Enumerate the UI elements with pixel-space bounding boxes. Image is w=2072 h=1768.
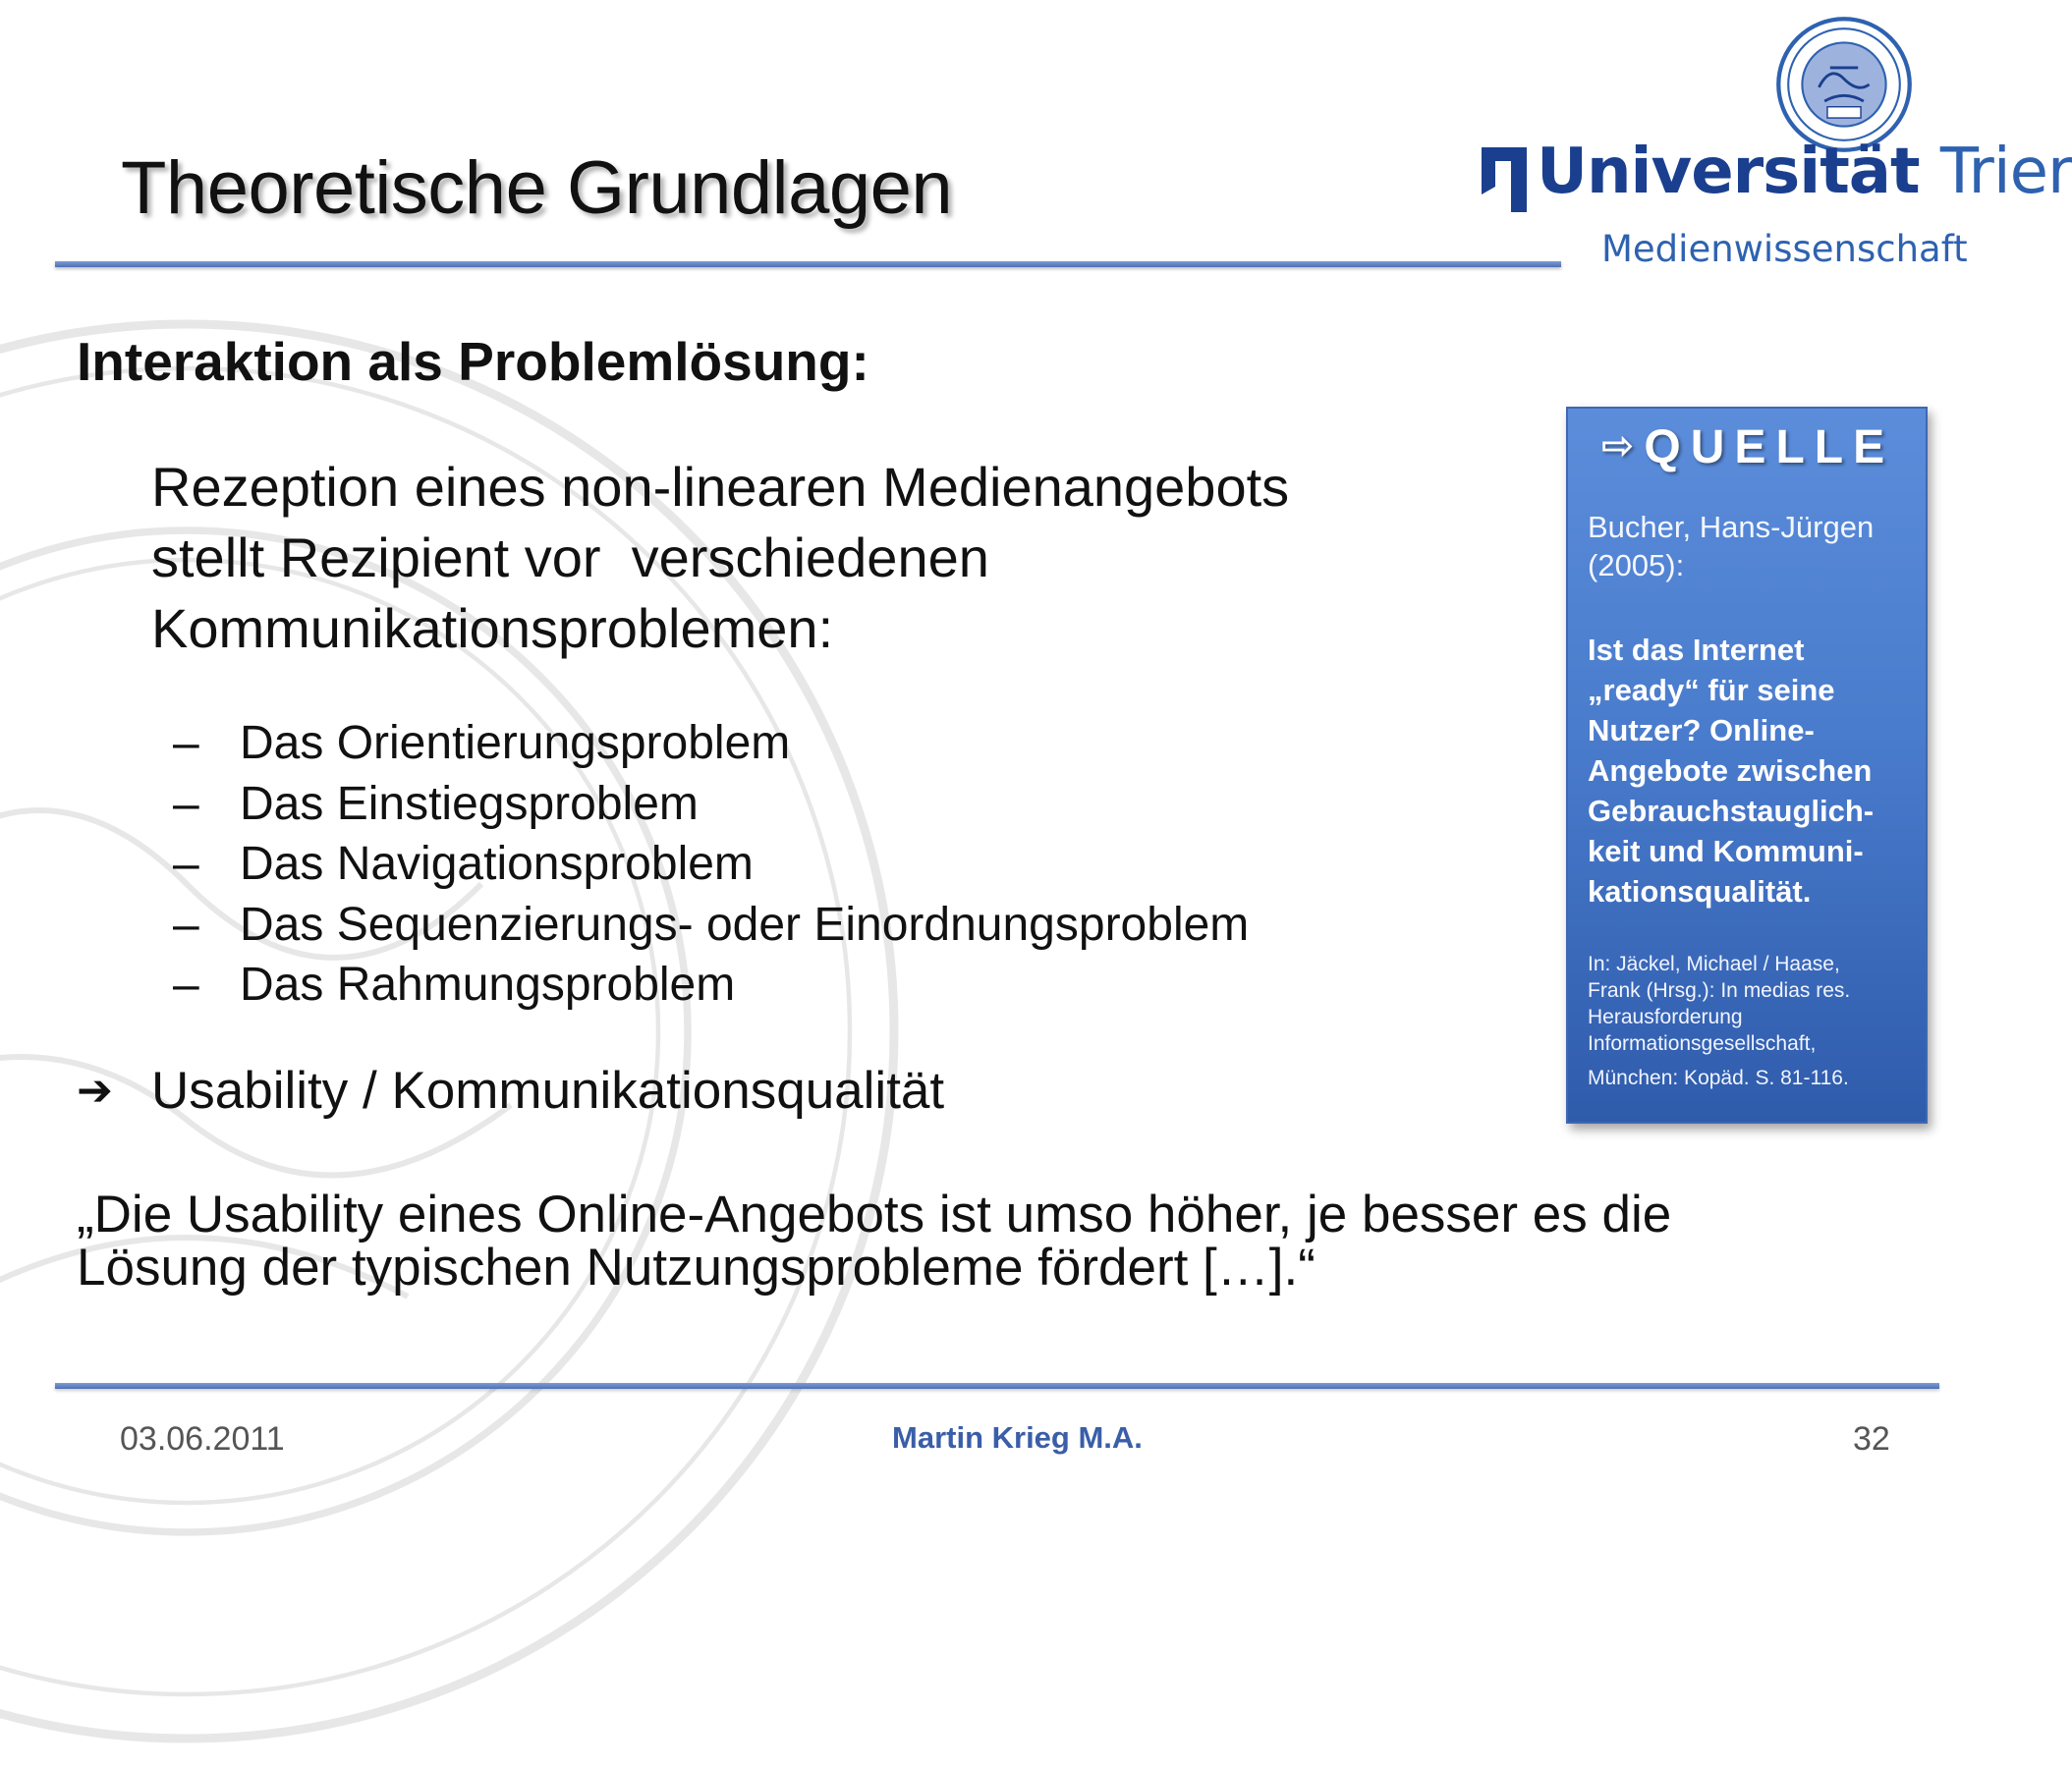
list-item	[173, 834, 1249, 895]
outline-arrow-icon: ⇨	[1600, 424, 1635, 468]
intro-paragraph	[151, 452, 1428, 664]
footer-date: 03.06.2011	[120, 1420, 285, 1458]
quote-block	[77, 1188, 1747, 1295]
problem-list	[173, 713, 1249, 1016]
bullet-dash: –	[173, 777, 199, 830]
list-item	[173, 955, 1249, 1016]
publication-line: München: Kopäd. S. 81-116.	[1588, 1067, 1849, 1089]
conclusion-line	[77, 1061, 944, 1121]
source-title	[1588, 420, 1908, 474]
publication-line: Frank (Hrsg.): In medias res.	[1588, 979, 1851, 1002]
work-line: Nutzer? Online-	[1588, 713, 1815, 747]
list-item-text: Das Navigationsproblem	[240, 838, 754, 890]
source-box	[1566, 407, 1928, 1124]
work-line: Angebote zwischen	[1588, 753, 1873, 788]
bullet-dash: –	[173, 959, 199, 1011]
work-line: kationsqualität.	[1588, 874, 1812, 909]
logo-name-light: Trier	[1939, 136, 2072, 208]
source-author	[1588, 508, 1908, 584]
list-item	[173, 713, 1249, 774]
page-number: 32	[1853, 1420, 1890, 1458]
footer-author: Martin Krieg M.A.	[892, 1420, 1143, 1455]
list-item	[173, 774, 1249, 835]
author-line: (2005):	[1588, 548, 1685, 582]
author-line: Bucher, Hans-Jürgen	[1588, 510, 1875, 544]
source-work-title	[1588, 630, 1908, 912]
logo-mark-icon	[1482, 147, 1527, 212]
slide-title: Theoretische Grundlagen	[121, 146, 953, 230]
publication-line: In: Jäckel, Michael / Haase,	[1588, 953, 1840, 975]
quote-line: „Die Usability eines Online-Angebots ist umso höher, je besser es die	[77, 1186, 1672, 1243]
title-divider	[55, 261, 1561, 267]
list-item-text: Das Sequenzierungs- oder Einordnungsproblem	[240, 898, 1250, 951]
source-title-text: QUELLE	[1644, 421, 1895, 473]
intro-line: Kommunikationsproblemen:	[151, 597, 834, 659]
publication-line: Informationsgesellschaft,	[1588, 1032, 1817, 1055]
list-item-text: Das Orientierungsproblem	[240, 717, 791, 769]
logo-name	[1537, 136, 2072, 208]
logo-name-bold: Universität	[1537, 136, 1920, 208]
work-line: Ist das Internet	[1588, 633, 1805, 667]
work-line: Gebrauchstauglich-	[1588, 794, 1875, 828]
list-item-text: Das Einstiegsproblem	[240, 777, 699, 830]
publication-line: Herausforderung	[1588, 1006, 1743, 1028]
intro-line: stellt Rezipient vor verschiedenen	[151, 526, 989, 588]
section-heading: Interaktion als Problemlösung:	[77, 331, 869, 392]
intro-line: Rezeption eines non-linearen Medienangebots	[151, 456, 1290, 518]
bullet-dash: –	[173, 898, 199, 951]
work-line: keit und Kommuni-	[1588, 834, 1864, 868]
right-arrow-icon: ➔	[77, 1067, 113, 1115]
work-line: „ready“ für seine	[1588, 673, 1835, 707]
quote-line: Lösung der typischen Nutzungsprobleme fördert […].“	[77, 1239, 1316, 1297]
conclusion-text: Usability / Kommunikationsqualität	[151, 1062, 945, 1120]
university-logo	[1482, 136, 2072, 271]
bullet-dash: –	[173, 838, 199, 890]
list-item-text: Das Rahmungsproblem	[240, 959, 736, 1011]
university-seal-icon	[1774, 15, 1914, 154]
footer-divider	[55, 1383, 1939, 1389]
source-publication	[1588, 951, 1908, 1091]
logo-subtitle: Medienwissenschaft	[1601, 228, 1968, 270]
list-item	[173, 895, 1249, 956]
bullet-dash: –	[173, 717, 199, 769]
